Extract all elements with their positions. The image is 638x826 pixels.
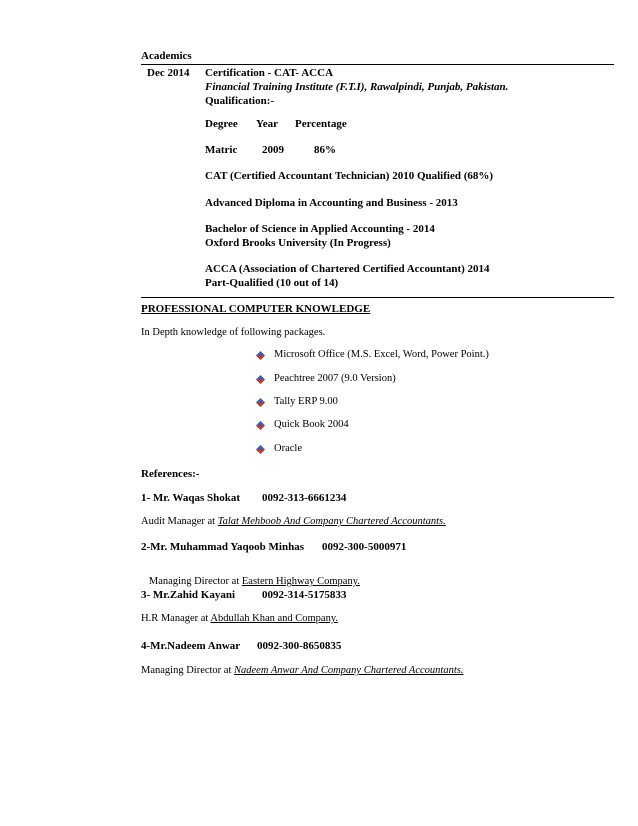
computer-heading: PROFESSIONAL COMPUTER KNOWLEDGE — [141, 303, 371, 315]
bullet-diamond-icon — [256, 351, 265, 360]
reference-role-text: Managing Director at — [141, 665, 235, 676]
institute: Financial Training Institute (F.T.I), Rawalpindi, Punjab, Pakistan. — [205, 81, 509, 93]
bullet-diamond-icon — [256, 398, 265, 407]
reference-1-role — [141, 516, 446, 527]
academics-rule — [141, 64, 614, 65]
reference-4-role — [141, 665, 463, 676]
academics-heading: Academics — [141, 50, 192, 62]
software-item: Quick Book 2004 — [274, 419, 349, 430]
software-item: Peachtree 2007 (9.0 Version) — [274, 373, 396, 384]
reference-2-name: 2-Mr. Muhammad Yaqoob Minhas — [141, 541, 304, 553]
reference-1-name: 1- Mr. Waqas Shokat — [141, 492, 241, 504]
computer-intro: In Depth knowledge of following packages. — [141, 327, 326, 338]
reference-role-text: Managing Director at — [146, 576, 242, 587]
bullet-diamond-icon — [256, 375, 265, 384]
references-heading: References:- — [141, 468, 200, 480]
cat-line: CAT (Certified Accountant Technician) 2010 Qualified (68%) — [205, 170, 494, 182]
cert-title: Certification - CAT- ACCA — [205, 67, 334, 79]
reference-2-role — [141, 565, 360, 587]
software-item: Microsoft Office (M.S. Excel, Word, Power Point.) — [274, 349, 489, 360]
table-header-degree: Degree — [205, 118, 238, 130]
reference-role-text: H.R Manager at — [141, 613, 211, 624]
reference-3-phone: 0092-314-5175833 — [262, 589, 347, 601]
diploma-line: Advanced Diploma in Accounting and Business - 2013 — [205, 197, 458, 209]
bsc-line-1: Bachelor of Science in Applied Accounting - 2014 — [205, 223, 435, 235]
reference-3-name: 3- Mr.Zahid Kayani — [141, 589, 236, 601]
row-degree: Matric — [205, 144, 238, 156]
reference-company-link[interactable]: Nadeem Anwar And Company Chartered Accountants. — [234, 665, 464, 676]
reference-4-name: 4-Mr.Nadeem Anwar — [141, 640, 241, 652]
software-item: Oracle — [274, 443, 302, 454]
row-percentage: 86% — [314, 144, 336, 156]
qualification-label: Qualification:- — [205, 95, 275, 107]
row-year: 2009 — [262, 144, 284, 156]
bsc-line-2: Oxford Brooks University (In Progress) — [205, 237, 391, 249]
acca-line-1: ACCA (Association of Chartered Certified Accountant) 2014 — [205, 263, 490, 275]
bullet-diamond-icon — [256, 445, 265, 454]
acca-line-2: Part-Qualified (10 out of 14) — [205, 277, 339, 289]
section-divider — [141, 297, 614, 298]
reference-1-phone: 0092-313-6661234 — [262, 492, 347, 504]
reference-company-link[interactable]: Talat Mehboob And Company Chartered Accountants. — [217, 516, 446, 527]
reference-2-phone: 0092-300-5000971 — [322, 541, 407, 553]
reference-role-text: Audit Manager at — [141, 516, 218, 527]
table-header-percentage: Percentage — [295, 118, 347, 130]
bullet-diamond-icon — [256, 421, 265, 430]
academics-date: Dec 2014 — [147, 67, 190, 79]
reference-4-phone: 0092-300-8650835 — [257, 640, 342, 652]
reference-company-link[interactable]: Eastern Highway Company. — [241, 576, 360, 587]
reference-company-link[interactable]: Abdullah Khan and Company. — [210, 613, 339, 624]
reference-3-role — [141, 613, 338, 624]
software-item: Tally ERP 9.00 — [274, 396, 338, 407]
table-header-year: Year — [256, 118, 278, 130]
